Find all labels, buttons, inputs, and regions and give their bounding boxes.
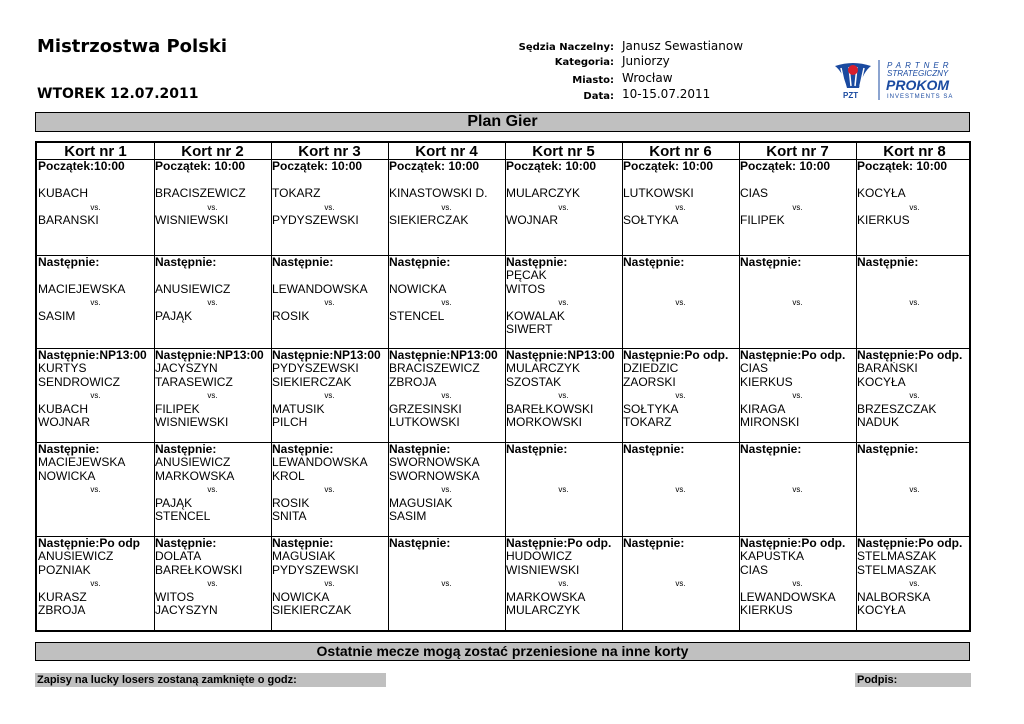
player-name: LEWANDOWSKA <box>740 590 836 604</box>
meta-label-date: Data: <box>583 91 614 102</box>
versus-label: vs. <box>675 579 686 589</box>
player-name: SIEKIERCZAK <box>389 214 469 227</box>
versus-label: vs. <box>90 391 101 401</box>
player-name: KIERKUS <box>857 214 910 227</box>
versus-label: vs. <box>792 298 803 308</box>
player-name: BAREŁKOWSKI <box>155 563 243 577</box>
player-name: KOCYŁA <box>857 604 906 617</box>
versus-label: vs. <box>324 298 335 308</box>
court-change-note: Ostatnie mecze mogą zostać przeniesione na inne korty <box>35 642 970 661</box>
player-name: MULARCZYK <box>506 362 581 376</box>
player-name: BRACISZEWICZ <box>155 187 246 200</box>
versus-label: vs. <box>90 298 101 308</box>
slot-start-label: Początek: 10:00 <box>506 160 597 173</box>
player-name: SENDROWICZ <box>38 375 120 389</box>
slot-start-label: Następnie: <box>155 537 217 550</box>
player-name: ROSIK <box>272 309 310 323</box>
player-name: PYDYSZEWSKI <box>272 362 359 376</box>
slot-start-label: Następnie: <box>272 443 334 456</box>
court-header: Kort nr 3 <box>298 143 361 160</box>
player-name: ANUSIEWICZ <box>38 550 114 564</box>
player-name: WITOS <box>155 590 195 604</box>
player-name: TOKARZ <box>272 187 321 200</box>
versus-label: vs. <box>792 391 803 401</box>
player-name: TARASEWICZ <box>155 375 233 389</box>
versus-label: vs. <box>207 298 218 308</box>
player-name: HUDOWICZ <box>506 550 572 564</box>
player-name: KROL <box>272 469 305 483</box>
slot-start-label: Początek: 10:00 <box>155 160 246 173</box>
slot-start-label: Następnie:NP13:00 <box>38 349 147 362</box>
player-name: FILIPEK <box>740 214 785 227</box>
player-name: JACYSZYN <box>155 362 218 376</box>
player-name: ANUSIEWICZ <box>155 456 231 470</box>
versus-label: vs. <box>207 579 218 589</box>
meta-value-city: Wrocław <box>622 71 673 85</box>
slot-start-label: Następnie:Po odp. <box>740 349 846 362</box>
versus-label: vs. <box>558 298 569 308</box>
court-header: Kort nr 7 <box>766 143 829 160</box>
player-name: ZAORSKI <box>623 375 676 389</box>
player-name: WISNIEWSKI <box>506 563 580 577</box>
slot-start-label: Początek: 10:00 <box>857 160 948 173</box>
versus-label: vs. <box>207 391 218 401</box>
player-name: WISNIEWSKI <box>155 214 229 227</box>
player-name: KOCYŁA <box>857 375 906 389</box>
player-name: MAGUSIAK <box>389 496 453 510</box>
player-name: GRZESINSKI <box>389 402 462 416</box>
versus-label: vs. <box>441 203 452 212</box>
player-name: PAJĄK <box>155 309 193 323</box>
lucky-losers-label: Zapisy na lucky losers zostaną zamknięte o godz: <box>35 673 386 687</box>
slot-start-label: Następnie: <box>506 256 568 269</box>
player-name: NOWICKA <box>389 282 447 296</box>
slot-start-label: Następnie: <box>740 256 802 269</box>
player-name: KUBACH <box>38 187 89 200</box>
court-header: Kort nr 8 <box>883 143 946 160</box>
partner-text: PARTNER <box>887 61 953 70</box>
championship-title: Mistrzostwa Polski <box>37 36 228 57</box>
player-name: LUTKOWSKI <box>623 187 694 200</box>
player-name: PILCH <box>272 416 308 429</box>
player-name: MACIEJEWSKA <box>38 282 126 296</box>
player-name: SWORNOWSKA <box>389 456 480 470</box>
slot-start-label: Początek: 10:00 <box>272 160 363 173</box>
meta-block <box>0 38 800 102</box>
player-name: CIAS <box>740 362 769 376</box>
brand-text: PROKOM <box>886 77 949 93</box>
slot-start-label: Następnie: <box>857 256 919 269</box>
player-name: KURASZ <box>38 590 87 604</box>
versus-label: vs. <box>558 579 569 589</box>
player-name: PĘCAK <box>506 269 547 283</box>
meta-label-city: Miasto: <box>572 75 614 86</box>
slot-start-label: Następnie:Po odp. <box>857 349 963 362</box>
player-name: BRZESZCZAK <box>857 402 937 416</box>
slot-start-label: Początek: 10:00 <box>623 160 714 173</box>
player-name: KINASTOWSKI D. <box>389 187 488 200</box>
player-name: WITOS <box>506 282 546 296</box>
player-name: KOCYŁA <box>857 187 906 200</box>
player-name: ROSIK <box>272 496 310 510</box>
slot-start-label: Następnie:NP13:00 <box>155 349 264 362</box>
slot-start-label: Następnie: <box>389 256 451 269</box>
player-name: TOKARZ <box>623 416 672 429</box>
player-name: STELMASZAK <box>857 563 937 577</box>
versus-label: vs. <box>558 203 569 212</box>
player-name: SASIM <box>389 510 427 523</box>
versus-label: vs. <box>792 485 803 495</box>
slot-start-label: Następnie: <box>38 443 100 456</box>
court-header: Kort nr 4 <box>415 143 478 160</box>
player-name: SWORNOWSKA <box>389 469 480 483</box>
player-name: STENCEL <box>155 510 211 523</box>
court-header: Kort nr 6 <box>649 143 712 160</box>
versus-label: vs. <box>558 391 569 401</box>
player-name: MATUSIK <box>272 402 325 416</box>
slot-start-label: Następnie: <box>740 443 802 456</box>
versus-label: vs. <box>324 203 335 212</box>
versus-label: vs. <box>792 579 803 589</box>
player-name: KIERKUS <box>740 375 793 389</box>
player-name: SIEKIERCZAK <box>272 375 352 389</box>
versus-label: vs. <box>792 203 803 212</box>
versus-label: vs. <box>90 485 101 495</box>
slot-start-label: Następnie: <box>857 443 919 456</box>
slot-start-label: Następnie: <box>623 443 685 456</box>
player-name: SOŁTYKA <box>623 402 679 416</box>
slot-start-label: Następnie:Po odp. <box>740 537 846 550</box>
day-label: WTOREK 12.07.2011 <box>37 86 199 102</box>
player-name: BRACISZEWICZ <box>389 362 480 376</box>
player-name: KAPUSTKA <box>740 550 805 564</box>
slot-start-label: Następnie:Po odp. <box>623 349 729 362</box>
player-name: MULARCZYK <box>506 604 581 617</box>
player-name: SZOSTAK <box>506 375 562 389</box>
signature-label: Podpis: <box>855 673 971 687</box>
player-name: BARANSKI <box>38 214 99 227</box>
slot-start-label: Następnie: <box>389 443 451 456</box>
player-name: MARKOWSKA <box>155 469 235 483</box>
player-name: JACYSZYN <box>155 604 218 617</box>
player-name: DZIEDZIC <box>623 362 679 376</box>
versus-label: vs. <box>324 485 335 495</box>
slot-start-label: Następnie:Po odp. <box>857 537 963 550</box>
player-name: WOJNAR <box>38 416 90 429</box>
player-name: CIAS <box>740 563 769 577</box>
slot-start-label: Następnie: <box>623 256 685 269</box>
player-name: LEWANDOWSKA <box>272 282 368 296</box>
versus-label: vs. <box>909 203 920 212</box>
player-name: STELMASZAK <box>857 550 937 564</box>
slot-start-label: Początek: 10:00 <box>740 160 831 173</box>
meta-label-referee: Sędzia Naczelny: <box>518 42 614 53</box>
player-name: SIWERT <box>506 323 553 336</box>
slot-start-label: Następnie:Po odp <box>38 537 141 550</box>
slot-start-label: Następnie: <box>38 256 100 269</box>
versus-label: vs. <box>675 203 686 212</box>
player-name: ANUSIEWICZ <box>155 282 231 296</box>
schedule-grid <box>35 141 971 632</box>
player-name: KIRAGA <box>740 402 786 416</box>
strategic-text: STRATEGICZNY <box>887 69 949 78</box>
versus-label: vs. <box>909 391 920 401</box>
versus-label: vs. <box>441 298 452 308</box>
slot-start-label: Następnie:Po odp. <box>506 537 612 550</box>
player-name: KIERKUS <box>740 604 793 617</box>
pzt-emblem-icon <box>833 58 965 102</box>
player-name: NOWICKA <box>38 469 96 483</box>
slot-start-label: Początek: 10:00 <box>389 160 480 173</box>
player-name: KURTYS <box>38 362 87 376</box>
versus-label: vs. <box>441 485 452 495</box>
versus-label: vs. <box>675 298 686 308</box>
pzt-text: PZT <box>843 91 859 100</box>
slot-start-label: Następnie:NP13:00 <box>506 349 615 362</box>
player-name: PAJĄK <box>155 496 193 510</box>
court-header: Kort nr 1 <box>64 143 127 160</box>
player-name: FILIPEK <box>155 402 200 416</box>
player-name: MAGUSIAK <box>272 550 336 564</box>
slot-start-label: Następnie: <box>389 537 451 550</box>
slot-start-label: Następnie: <box>623 537 685 550</box>
versus-label: vs. <box>441 391 452 401</box>
versus-label: vs. <box>207 485 218 495</box>
player-name: POZNIAK <box>38 563 91 577</box>
player-name: SNITA <box>272 510 307 523</box>
player-name: CIAS <box>740 187 769 200</box>
versus-label: vs. <box>909 579 920 589</box>
meta-value-date: 10-15.07.2011 <box>622 87 711 101</box>
player-name: PYDYSZEWSKI <box>272 214 359 227</box>
versus-label: vs. <box>90 203 101 212</box>
versus-label: vs. <box>90 579 101 589</box>
player-name: DOLATA <box>155 550 202 564</box>
versus-label: vs. <box>207 203 218 212</box>
player-name: LUTKOWSKI <box>389 416 460 429</box>
meta-value-referee: Janusz Sewastianow <box>622 39 744 53</box>
slot-start-label: Następnie: <box>506 443 568 456</box>
player-name: SOŁTYKA <box>623 214 679 227</box>
versus-label: vs. <box>675 391 686 401</box>
player-name: SIEKIERCZAK <box>272 604 352 617</box>
versus-label: vs. <box>324 391 335 401</box>
player-name: WISNIEWSKI <box>155 416 229 429</box>
player-name: NOWICKA <box>272 590 330 604</box>
court-header: Kort nr 5 <box>532 143 595 160</box>
player-name: MULARCZYK <box>506 187 581 200</box>
player-name: KUBACH <box>38 402 89 416</box>
player-name: PYDYSZEWSKI <box>272 563 359 577</box>
meta-value-category: Juniorzy <box>622 54 670 68</box>
player-name: WOJNAR <box>506 214 558 227</box>
player-name: SASIM <box>38 309 76 323</box>
player-name: KOWALAK <box>506 309 565 323</box>
plan-title: Plan Gier <box>35 112 970 132</box>
slot-start-label: Następnie: <box>272 537 334 550</box>
player-name: MORKOWSKI <box>506 416 583 429</box>
slot-start-label: Następnie: <box>272 256 334 269</box>
player-name: MARKOWSKA <box>506 590 586 604</box>
versus-label: vs. <box>675 485 686 495</box>
court-header: Kort nr 2 <box>181 143 244 160</box>
versus-label: vs. <box>324 579 335 589</box>
player-name: MIRONSKI <box>740 416 800 429</box>
slot-start-label: Następnie:NP13:00 <box>389 349 498 362</box>
player-name: LEWANDOWSKA <box>272 456 368 470</box>
brand-sub-text: INVESTMENTS SA <box>887 94 954 100</box>
slot-start-label: Następnie: <box>155 443 217 456</box>
player-name: ZBROJA <box>389 375 437 389</box>
sponsor-logo <box>833 58 965 102</box>
player-name: BARAŃSKI <box>857 362 918 376</box>
player-name: NADUK <box>857 416 900 429</box>
versus-label: vs. <box>909 485 920 495</box>
versus-label: vs. <box>558 485 569 495</box>
player-name: STENCEL <box>389 309 445 323</box>
slot-start-label: Następnie:NP13:00 <box>272 349 381 362</box>
meta-label-category: Kategoria: <box>554 57 614 68</box>
slot-start-label: Następnie: <box>155 256 217 269</box>
slot-start-label: Początek:10:00 <box>38 160 125 173</box>
player-name: BAREŁKOWSKI <box>506 402 594 416</box>
player-name: MACIEJEWSKA <box>38 456 126 470</box>
versus-label: vs. <box>441 579 452 589</box>
versus-label: vs. <box>909 298 920 308</box>
player-name: ZBROJA <box>38 604 86 617</box>
player-name: NALBORSKA <box>857 590 931 604</box>
